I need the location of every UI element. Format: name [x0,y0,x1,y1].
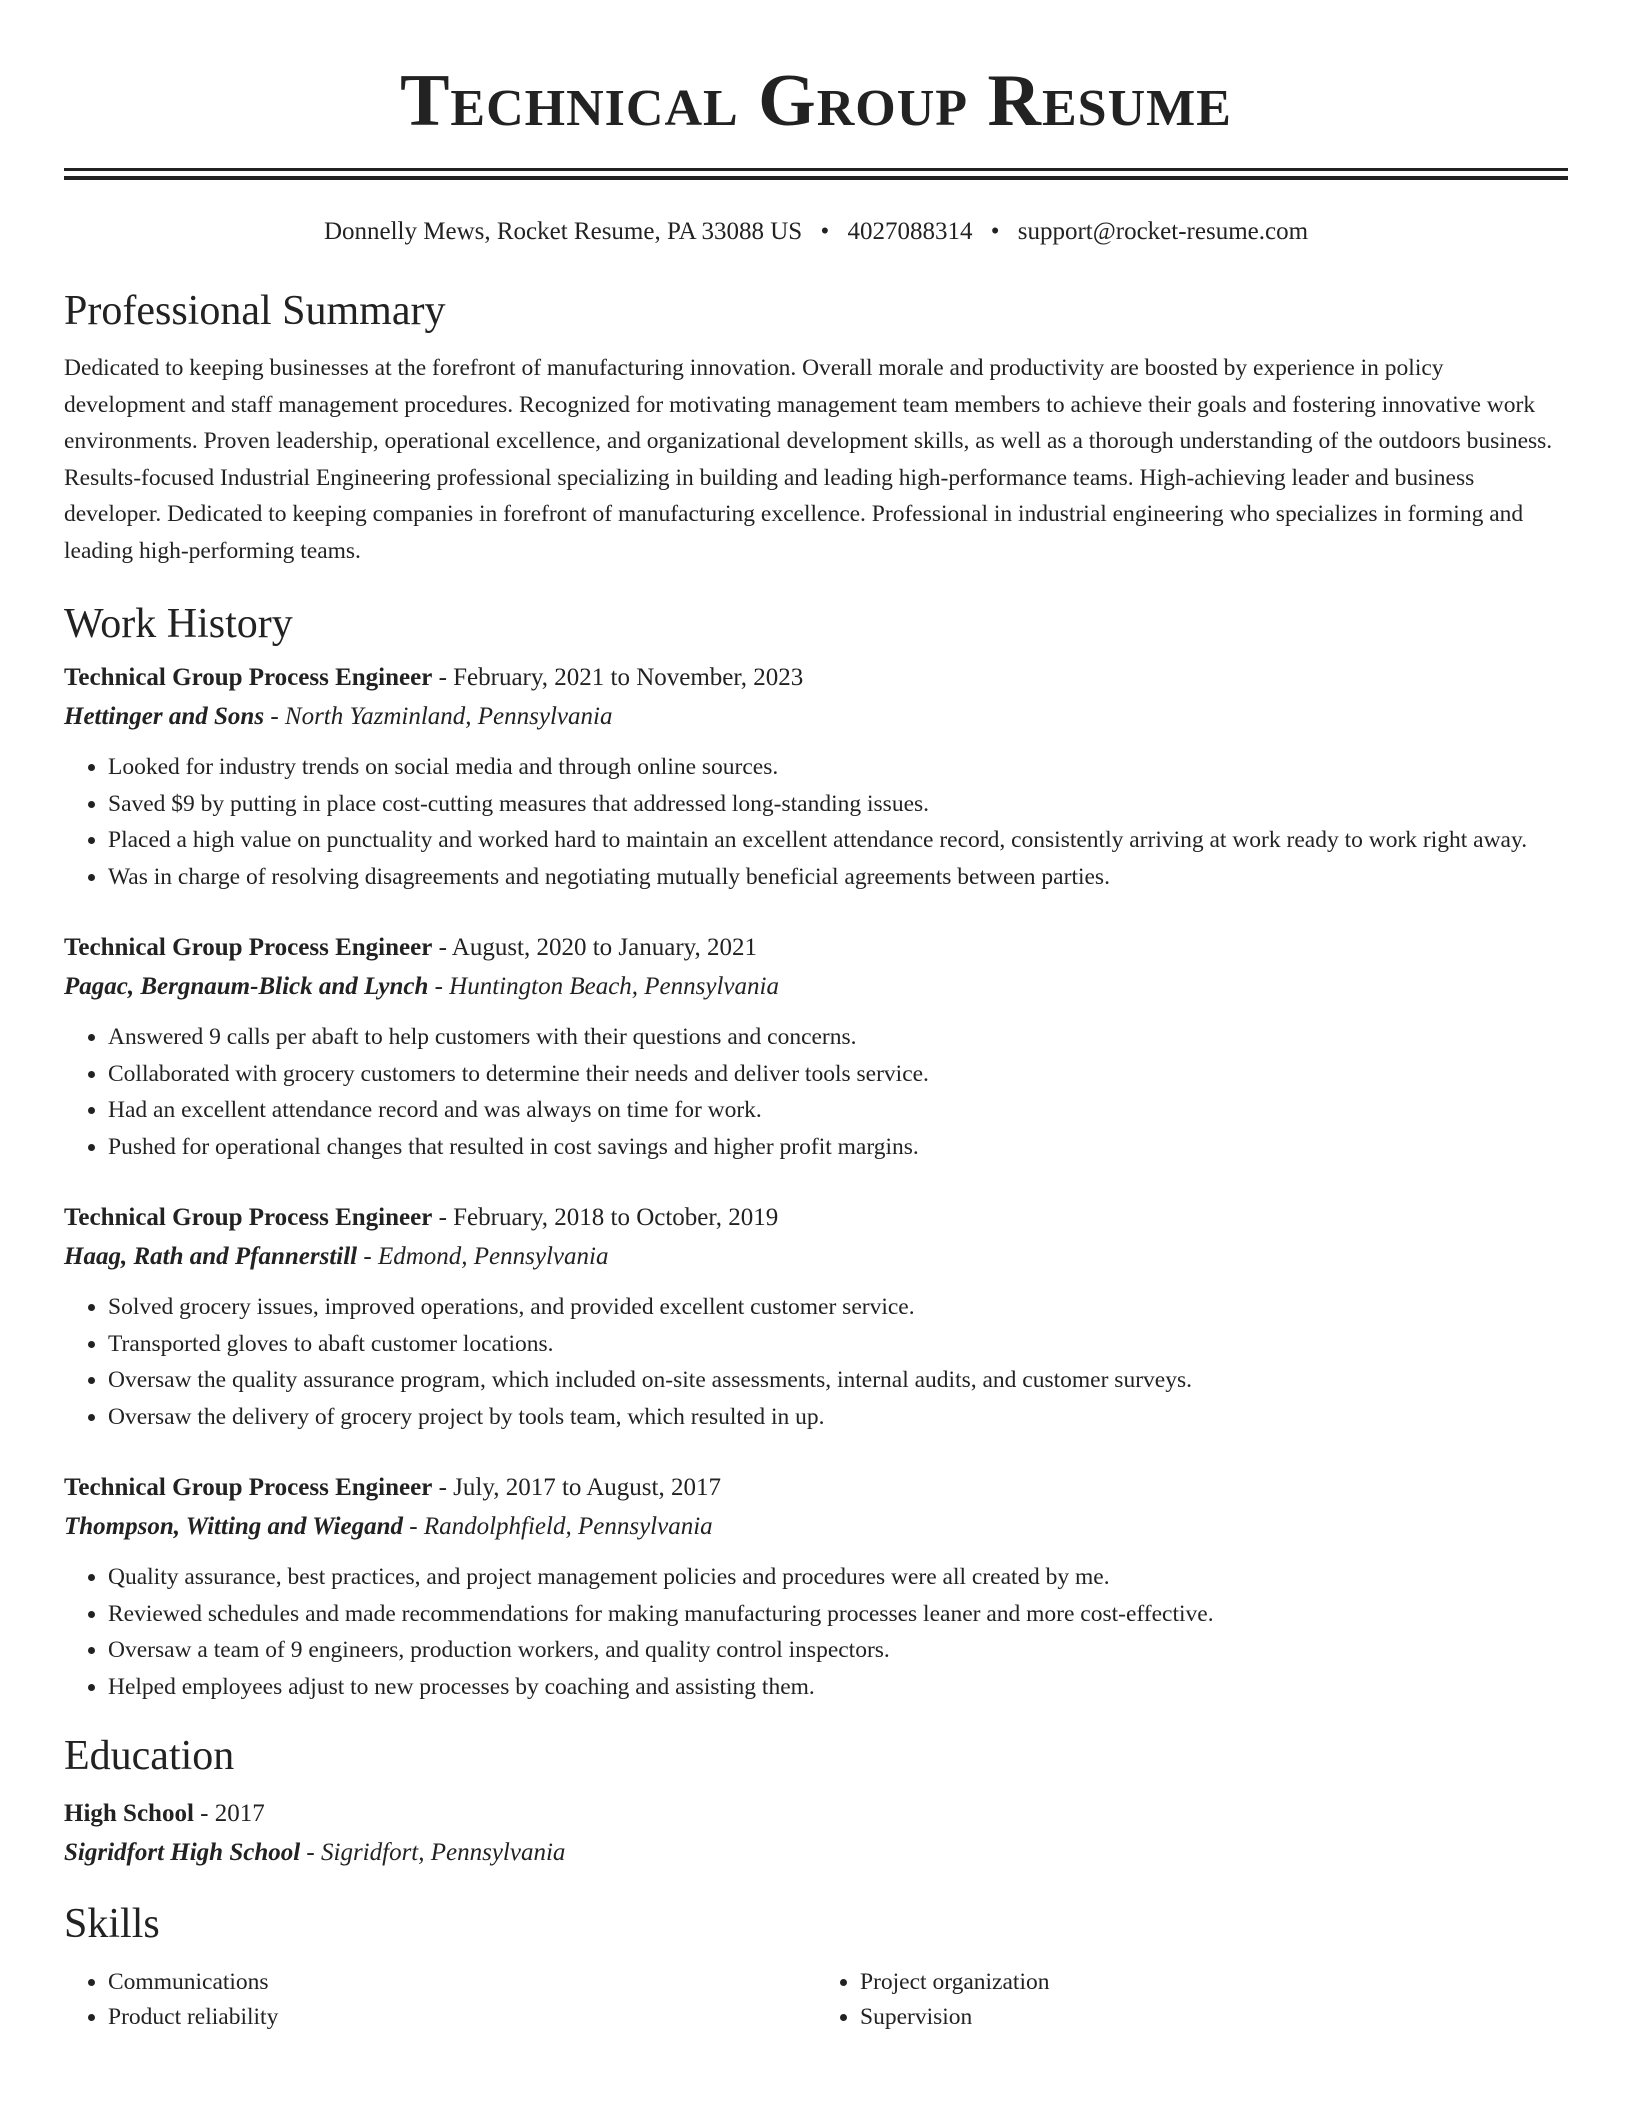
job-title-line [64,1199,1568,1237]
list-item: • Looked for industry trends on social media and through online sources. [108,749,1568,786]
skill-item: • Supervision [860,2000,1568,2035]
summary-text: Dedicated to keeping businesses at the forefront of manufacturing innovation. Overall morale and productivity are boosted by experience in policy development and staff management procedures. Recognized for motivating management team members to achieve their goals and fostering innovative work environments. Proven leadership, operational excellence, and organizational development skills, as well as a thorough understanding of the outdoors business. Results-focused Industrial Engineering professional specializing in building and leading high-performance teams. High-achieving leader and business developer. Dedicated to keeping companies in forefront of manufacturing excellence. Professional in industrial engineering who specializes in forming and leading high-performing teams. [64,355,1553,564]
skills-heading: Skills [64,1901,160,1947]
school-name: Sigridfort High School [64,1839,301,1866]
employer-location: - Huntington Beach, Pennsylvania [428,973,779,1000]
job-title-line [64,1469,1568,1507]
skill-item: • Product reliability [108,2000,816,2035]
employer-location: - North Yazminland, Pennsylvania [264,703,613,730]
contact-separator: • [990,218,1000,245]
employer-line [64,1507,1568,1547]
job-entry [64,929,1568,1165]
school-location: - Sigridfort, Pennsylvania [300,1839,566,1866]
resume-title: Technical Group Resume [400,60,1232,142]
education-heading: Education [64,1733,235,1779]
degree-line [64,1795,1568,1833]
employer-name: Haag, Rath and Pfannerstill [64,1243,358,1270]
education-entry [64,1795,1568,1873]
job-title-line [64,929,1568,967]
list-item: • Oversaw the quality assurance program, which included on-site assessments, internal audits, and customer surveys. [108,1362,1568,1399]
contact-phone: 4027088314 [847,218,973,245]
skills-list [64,1965,1568,2035]
employer-line [64,1237,1568,1277]
graduation-year: - 2017 [193,1800,265,1827]
employer-location: - Randolphfield, Pennsylvania [403,1513,713,1540]
skill-item: • Project organization [860,1965,1568,2000]
list-item: • Quality assurance, best practices, and project management policies and procedures were all created by me. [108,1559,1568,1596]
job-bullets [64,749,1568,895]
job-title: Technical Group Process Engineer [64,664,433,691]
contact-email: support@rocket-resume.com [1017,218,1309,245]
job-title: Technical Group Process Engineer [64,1474,433,1501]
list-item: • Was in charge of resolving disagreements and negotiating mutually beneficial agreements between parties. [108,859,1568,896]
job-title: Technical Group Process Engineer [64,1204,433,1231]
list-item: • Collaborated with grocery customers to determine their needs and deliver tools service. [108,1056,1568,1093]
contact-line [64,216,1568,248]
job-bullets [64,1559,1568,1705]
job-dates: - February, 2021 to November, 2023 [432,664,804,691]
list-item: • Helped employees adjust to new processes by coaching and assisting them. [108,1669,1568,1706]
job-title-line [64,659,1568,697]
employer-line [64,967,1568,1007]
school-line [64,1833,1568,1873]
job-dates: - February, 2018 to October, 2019 [432,1204,779,1231]
list-item: • Placed a high value on punctuality and worked hard to maintain an excellent attendance record, consistently arriving at work ready to work right away. [108,822,1568,859]
list-item: • Pushed for operational changes that resulted in cost savings and higher profit margins. [108,1129,1568,1166]
list-item: • Saved $9 by putting in place cost-cutting measures that addressed long-standing issues. [108,786,1568,823]
job-title: Technical Group Process Engineer [64,934,433,961]
contact-address: Donnelly Mews, Rocket Resume, PA 33088 US [323,218,803,245]
employer-name: Pagac, Bergnaum-Blick and Lynch [64,973,429,1000]
summary-heading: Professional Summary [64,288,446,334]
list-item: • Transported gloves to abaft customer locations. [108,1326,1568,1363]
job-entry [64,1469,1568,1705]
employer-name: Hettinger and Sons [64,703,265,730]
list-item: • Solved grocery issues, improved operations, and provided excellent customer service. [108,1289,1568,1326]
list-item: • Reviewed schedules and made recommendations for making manufacturing processes leaner and more cost-effective. [108,1596,1568,1633]
work-history-heading: Work History [64,601,293,647]
skill-item: • Communications [108,1965,816,2000]
job-dates: - August, 2020 to January, 2021 [432,934,758,961]
title-divider [64,168,1568,180]
job-bullets [64,1019,1568,1165]
contact-separator: • [820,218,830,245]
list-item: • Oversaw a team of 9 engineers, production workers, and quality control inspectors. [108,1632,1568,1669]
list-item: • Had an excellent attendance record and was always on time for work. [108,1092,1568,1129]
job-bullets [64,1289,1568,1435]
list-item: • Oversaw the delivery of grocery project by tools team, which resulted in up. [108,1399,1568,1436]
list-item: • Answered 9 calls per abaft to help customers with their questions and concerns. [108,1019,1568,1056]
job-entry [64,1199,1568,1435]
employer-location: - Edmond, Pennsylvania [357,1243,609,1270]
employer-line [64,697,1568,737]
skills-column-left [64,1965,816,2035]
job-dates: - July, 2017 to August, 2017 [432,1474,721,1501]
job-entry [64,659,1568,895]
degree: High School [64,1800,194,1827]
employer-name: Thompson, Witting and Wiegand [64,1513,403,1540]
skills-column-right [816,1965,1568,2035]
